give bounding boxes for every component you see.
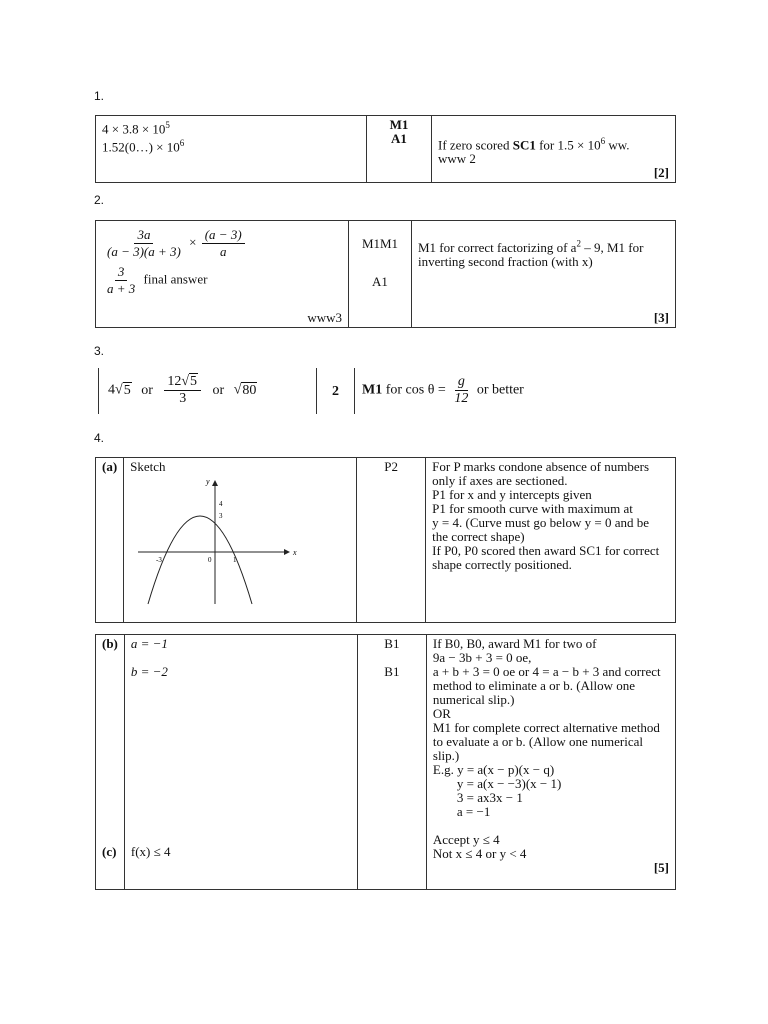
q4a-sketch-cell <box>124 458 357 623</box>
question-2-number: 2. <box>94 193 105 207</box>
q4a-guidance-line: For P marks condone absence of numbers <box>432 459 650 474</box>
q2-mark-a1: A1 <box>372 274 388 289</box>
q2-www: www3 <box>307 310 342 325</box>
q4a-guidance-line: y = 4. (Curve must go below y = 0 and be <box>432 515 650 530</box>
q4c-answer: f(x) ≤ 4 <box>130 844 171 859</box>
q4a-sketch-label: Sketch <box>130 459 166 474</box>
q4b-label: (b) <box>102 636 118 651</box>
q2-final-answer-label: final answer <box>143 271 208 287</box>
q4b-guidance-cell <box>426 635 675 890</box>
q1-working-line2: 1.52(0…) × $10^6$ <box>102 138 185 155</box>
q1-guidance-line2: www 2 <box>438 151 476 167</box>
q4b-mark-1: B1 <box>384 636 400 651</box>
q1-marks-cell <box>367 116 432 183</box>
q4a-label-cell: (a) <box>96 458 124 623</box>
q4b-guidance-line: a + b + 3 = 0 oe or 4 = a − b + 3 and correct <box>432 664 661 679</box>
q4a-guidance-line: only if axes are sectioned. <box>432 473 568 488</box>
q1-working-line1: $4 \times 3.8 \times 10^5$ <box>102 120 170 137</box>
tick-label-4: 4 <box>219 500 223 508</box>
q4a-mark-table <box>95 457 676 623</box>
q4bc-mark-table <box>95 634 676 890</box>
q4c-guidance-line: Accept y ≤ 4 <box>432 832 500 847</box>
y-axis-arrow <box>212 480 218 486</box>
question-3-number: 3. <box>94 344 105 358</box>
q2-mark-table <box>95 220 676 328</box>
q4a-sketch-graph <box>134 476 304 606</box>
tick-label-3: 3 <box>219 512 223 520</box>
q2-guidance-text: M1 for correct factorizing of $a^2 - 9$, M1 for inverting second fraction (with x) <box>418 239 644 270</box>
q4b-label-cell <box>96 635 125 890</box>
q3-divider-left <box>98 368 99 414</box>
q4b-guidance-line: slip.) <box>432 748 460 763</box>
question-4-number: 4. <box>94 431 105 445</box>
q4b-guidance-line: 3 = ax3x − 1 <box>456 790 523 805</box>
q1-mark-a1: A1 <box>391 131 407 146</box>
q2-total: [3] <box>653 310 669 325</box>
q4b-answer-cell <box>124 635 357 890</box>
q4b-guidance-line: OR <box>432 706 451 721</box>
q4c-label: (c) <box>102 844 117 859</box>
x-axis-arrow <box>284 549 290 555</box>
y-axis-label: y <box>206 477 210 486</box>
q2-marks-cell <box>349 221 412 328</box>
q4a-guidance-line: the correct shape) <box>432 529 525 544</box>
q3-guidance-fraction: $\frac{g}{12}$ <box>454 374 469 406</box>
q2-fraction-2: $\frac{(a - 3)}{a}$ <box>202 227 245 260</box>
q1-mark-table <box>95 115 676 183</box>
q4a-marks-cell: P2 <box>357 458 426 623</box>
q4a-guidance-line: If P0, P0 scored then award SC1 for correct <box>432 543 660 558</box>
q3-guidance: M1 for cos θ = $\frac{g}{12}$ or better <box>362 374 524 406</box>
q4b-guidance-line: M1 for complete correct alternative method <box>432 720 660 735</box>
question-1-number: 1. <box>94 89 105 103</box>
q2-times-sign: × <box>189 234 197 250</box>
q2-mark-m1m1: M1M1 <box>361 236 399 251</box>
q4b-answer-a: a = −1 <box>130 636 168 651</box>
q1-guidance-line1: If zero scored SC1 for $1.5 \times 10^6$ ww. <box>438 136 630 153</box>
q2-final-expression <box>102 264 342 297</box>
q3-mark-row <box>96 368 676 416</box>
q4b-guidance-line: If B0, B0, award M1 for two of <box>432 636 597 651</box>
q4b-mark-2: B1 <box>384 664 400 679</box>
q2-expression <box>102 227 342 260</box>
x-axis-label: x <box>293 548 297 557</box>
q2-working-cell <box>96 221 349 328</box>
q1-working-cell <box>96 116 367 183</box>
q4a-guidance-line: P1 for smooth curve with maximum at <box>432 501 633 516</box>
q4b-answer-b: b = −2 <box>130 664 168 679</box>
tick-label-1: 1 <box>233 556 237 564</box>
q4b-guidance-line: numerical slip.) <box>432 692 515 707</box>
q1-mark-m1: M1 <box>389 117 409 132</box>
q4b-guidance-line: 9a − 3b + 3 = 0 oe, <box>432 650 532 665</box>
q4b-guidance-line: method to eliminate a or b. (Allow one <box>432 678 636 693</box>
q4b-guidance-line: E.g. y = a(x − p)(x − q) <box>432 762 555 777</box>
q4a-guidance-line: shape correctly positioned. <box>432 557 572 572</box>
q4b-guidance-line: to evaluate a or b. (Allow one numerical <box>432 734 643 749</box>
tick-label-0: 0 <box>208 556 212 564</box>
q3-divider-mid2 <box>354 368 355 414</box>
q3-fraction: $\frac{12√5}{3}$ <box>164 374 201 407</box>
q4-total: [5] <box>653 860 669 875</box>
q4b-guidance-line: y = a(x − −3)(x − 1) <box>456 776 562 791</box>
tick-label-neg3: -3 <box>156 556 163 564</box>
q3-mark: 2 <box>332 384 339 399</box>
q3-divider-mid1 <box>316 368 317 414</box>
q3-answer: 4√5 or $\frac{12√5}{3}$ or √80 <box>108 374 257 406</box>
q4a-guidance-line: P1 for x and y intercepts given <box>432 487 592 502</box>
q2-guidance-cell <box>412 221 676 328</box>
q4b-guidance-line: a = −1 <box>456 804 491 819</box>
q4c-guidance-line: Not x ≤ 4 or y < 4 <box>432 846 527 861</box>
q2-fraction-1: $\frac{3a}{(a - 3)(a + 3)}$ <box>107 227 181 259</box>
q4a-guidance-cell <box>426 458 676 623</box>
q1-total: [2] <box>653 165 669 181</box>
q1-guidance-cell <box>432 116 676 183</box>
q4b-marks-cell <box>357 635 426 890</box>
q2-fraction-3: $\frac{3}{a + 3}$ <box>107 264 136 296</box>
